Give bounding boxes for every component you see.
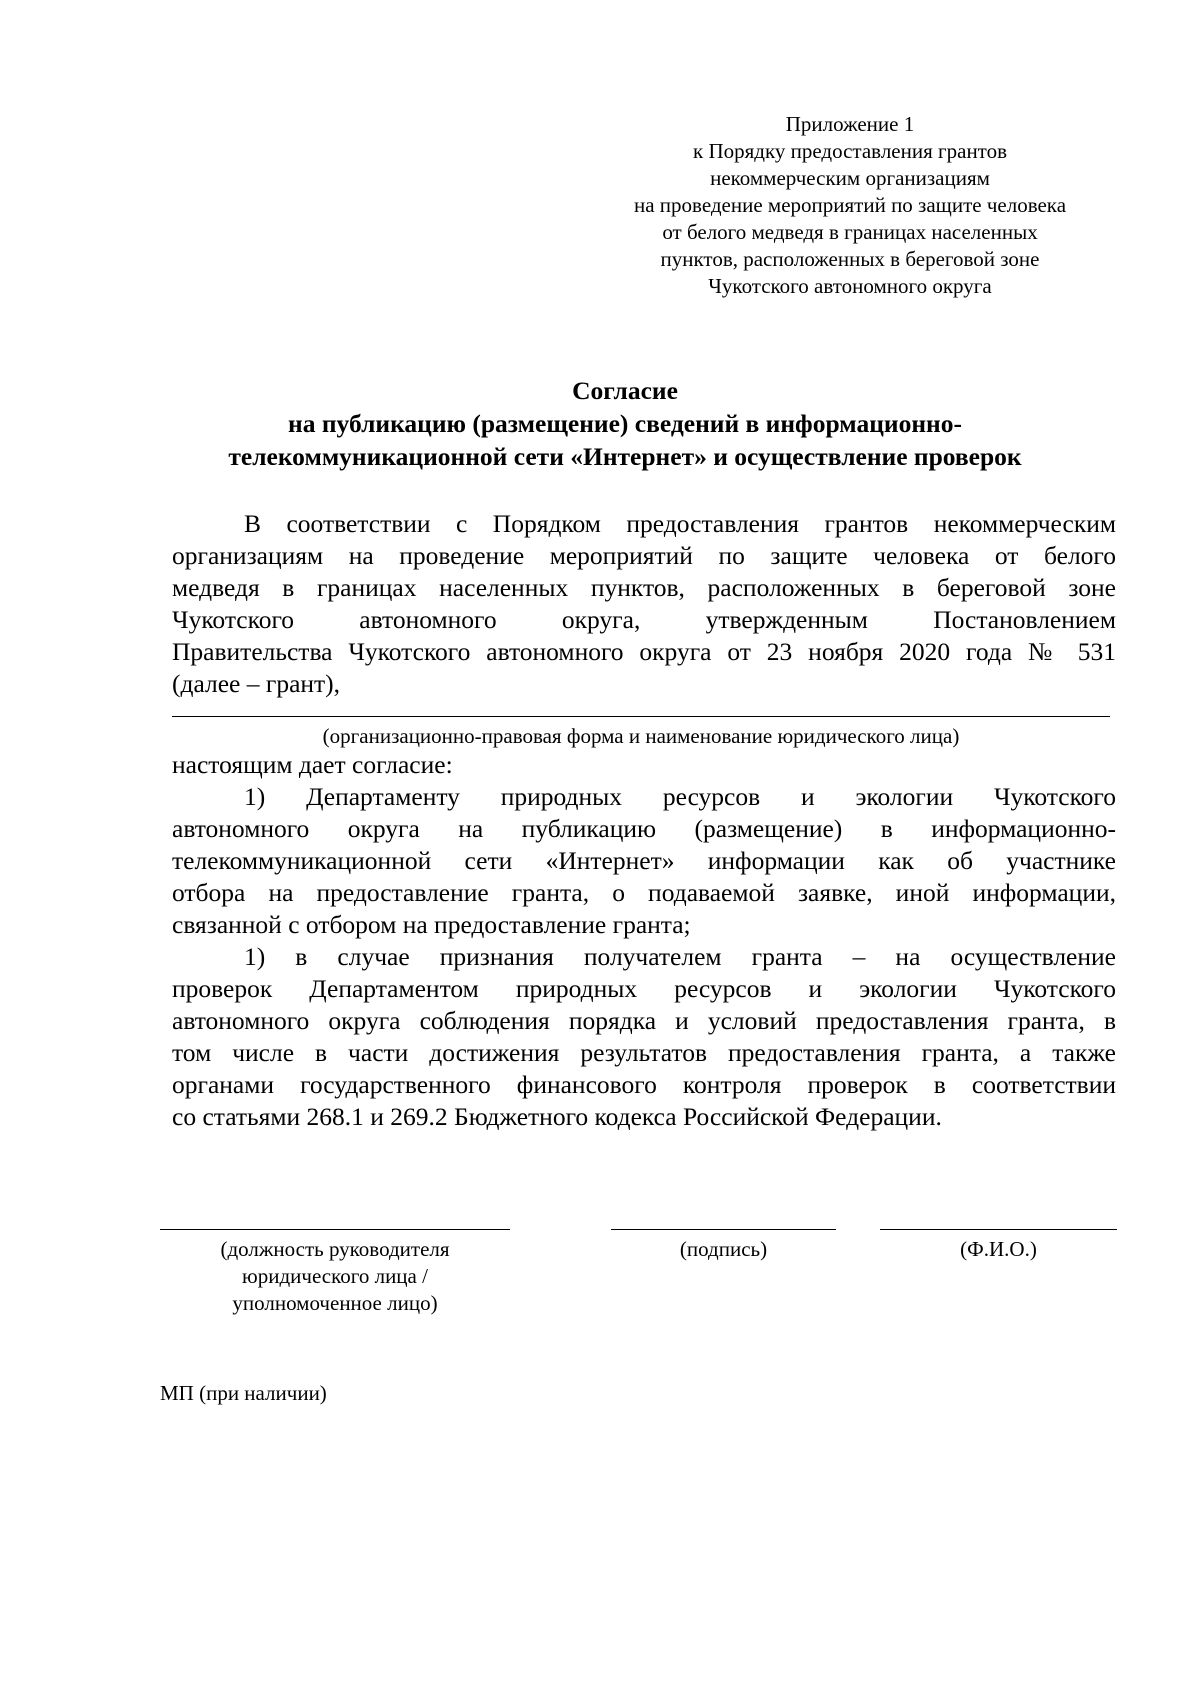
- consent-item-1-line: телекоммуникационной сети «Интернет» информации как об участнике: [172, 846, 1116, 875]
- signature-blank-line: [611, 1229, 836, 1230]
- intro-line: Правительства Чукотского автономного округа от 23 ноября 2020 года № 531: [172, 637, 1116, 666]
- consent-item-2-line: 1) в случае признания получателем гранта – на осуществление: [244, 942, 1116, 971]
- appendix-header: [600, 111, 1100, 300]
- consent-item-1-line: автономного округа на публикацию (размещение) в информационно-: [172, 814, 1116, 843]
- intro-line: В соответствии с Порядком предоставления грантов некоммерческим: [244, 509, 1116, 538]
- position-caption-line: (должность руководителя: [220, 1237, 450, 1261]
- intro-line: организациям на проведение мероприятий по защите человека от белого: [172, 541, 1116, 570]
- intro-line: (далее – грант),: [172, 669, 341, 698]
- document-title: [150, 374, 1100, 473]
- position-blank-line: [160, 1229, 510, 1230]
- title-line: на публикацию (размещение) сведений в информационно-: [288, 409, 962, 438]
- consent-item-2-line: автономного округа соблюдения порядка и условий предоставления гранта, в: [172, 1006, 1116, 1035]
- appendix-line: некоммерческим организациям: [710, 166, 990, 190]
- consent-section: [172, 749, 1116, 1133]
- name-caption: (Ф.И.О.): [960, 1237, 1037, 1261]
- intro-line: медведя в границах населенных пунктов, расположенных в береговой зоне: [172, 573, 1116, 602]
- consent-item-2-line: проверок Департаментом природных ресурсов и экологии Чукотского: [172, 974, 1116, 1003]
- intro-line: Чукотского автономного округа, утвержденным Постановлением: [172, 605, 1116, 634]
- appendix-line: Чукотского автономного округа: [708, 274, 992, 298]
- intro-paragraph: [172, 508, 1116, 700]
- position-caption-line: уполномоченное лицо): [232, 1291, 438, 1315]
- title-line: Согласие: [572, 376, 678, 405]
- position-caption-line: юридического лица /: [242, 1264, 428, 1288]
- seal-label: МП (при наличии): [160, 1381, 327, 1405]
- appendix-line: на проведение мероприятий по защите человека: [633, 193, 1067, 217]
- position-caption: [160, 1236, 510, 1317]
- consent-item-2-line: со статьями 268.1 и 269.2 Бюджетного кодекса Российской Федерации.: [172, 1102, 942, 1131]
- appendix-line: Приложение 1: [785, 112, 915, 136]
- consent-item-1-line: отбора на предоставление гранта, о подаваемой заявке, иной информации,: [172, 878, 1116, 907]
- name-blank-line: [880, 1229, 1117, 1230]
- appendix-line: пунктов, расположенных в береговой зоне: [660, 247, 1040, 271]
- appendix-line: к Порядку предоставления грантов: [693, 139, 1007, 163]
- organization-blank-line: [172, 716, 1110, 717]
- consent-item-2-line: органами государственного финансового контроля проверок в соответствии: [172, 1070, 1116, 1099]
- appendix-line: от белого медведя в границах населенных: [662, 220, 1038, 244]
- consent-item-1-line: 1) Департаменту природных ресурсов и экологии Чукотского: [244, 782, 1116, 811]
- signature-caption: (подпись): [679, 1237, 768, 1261]
- title-line: телекоммуникационной сети «Интернет» и осуществление проверок: [228, 442, 1022, 471]
- consent-lead: настоящим дает согласие:: [172, 750, 453, 779]
- consent-item-2-line: том числе в части достижения результатов предоставления гранта, а также: [172, 1038, 1116, 1067]
- organization-caption: (организационно-правовая форма и наименование юридического лица): [322, 724, 960, 748]
- consent-item-1-line: связанной с отбором на предоставление гранта;: [172, 910, 691, 939]
